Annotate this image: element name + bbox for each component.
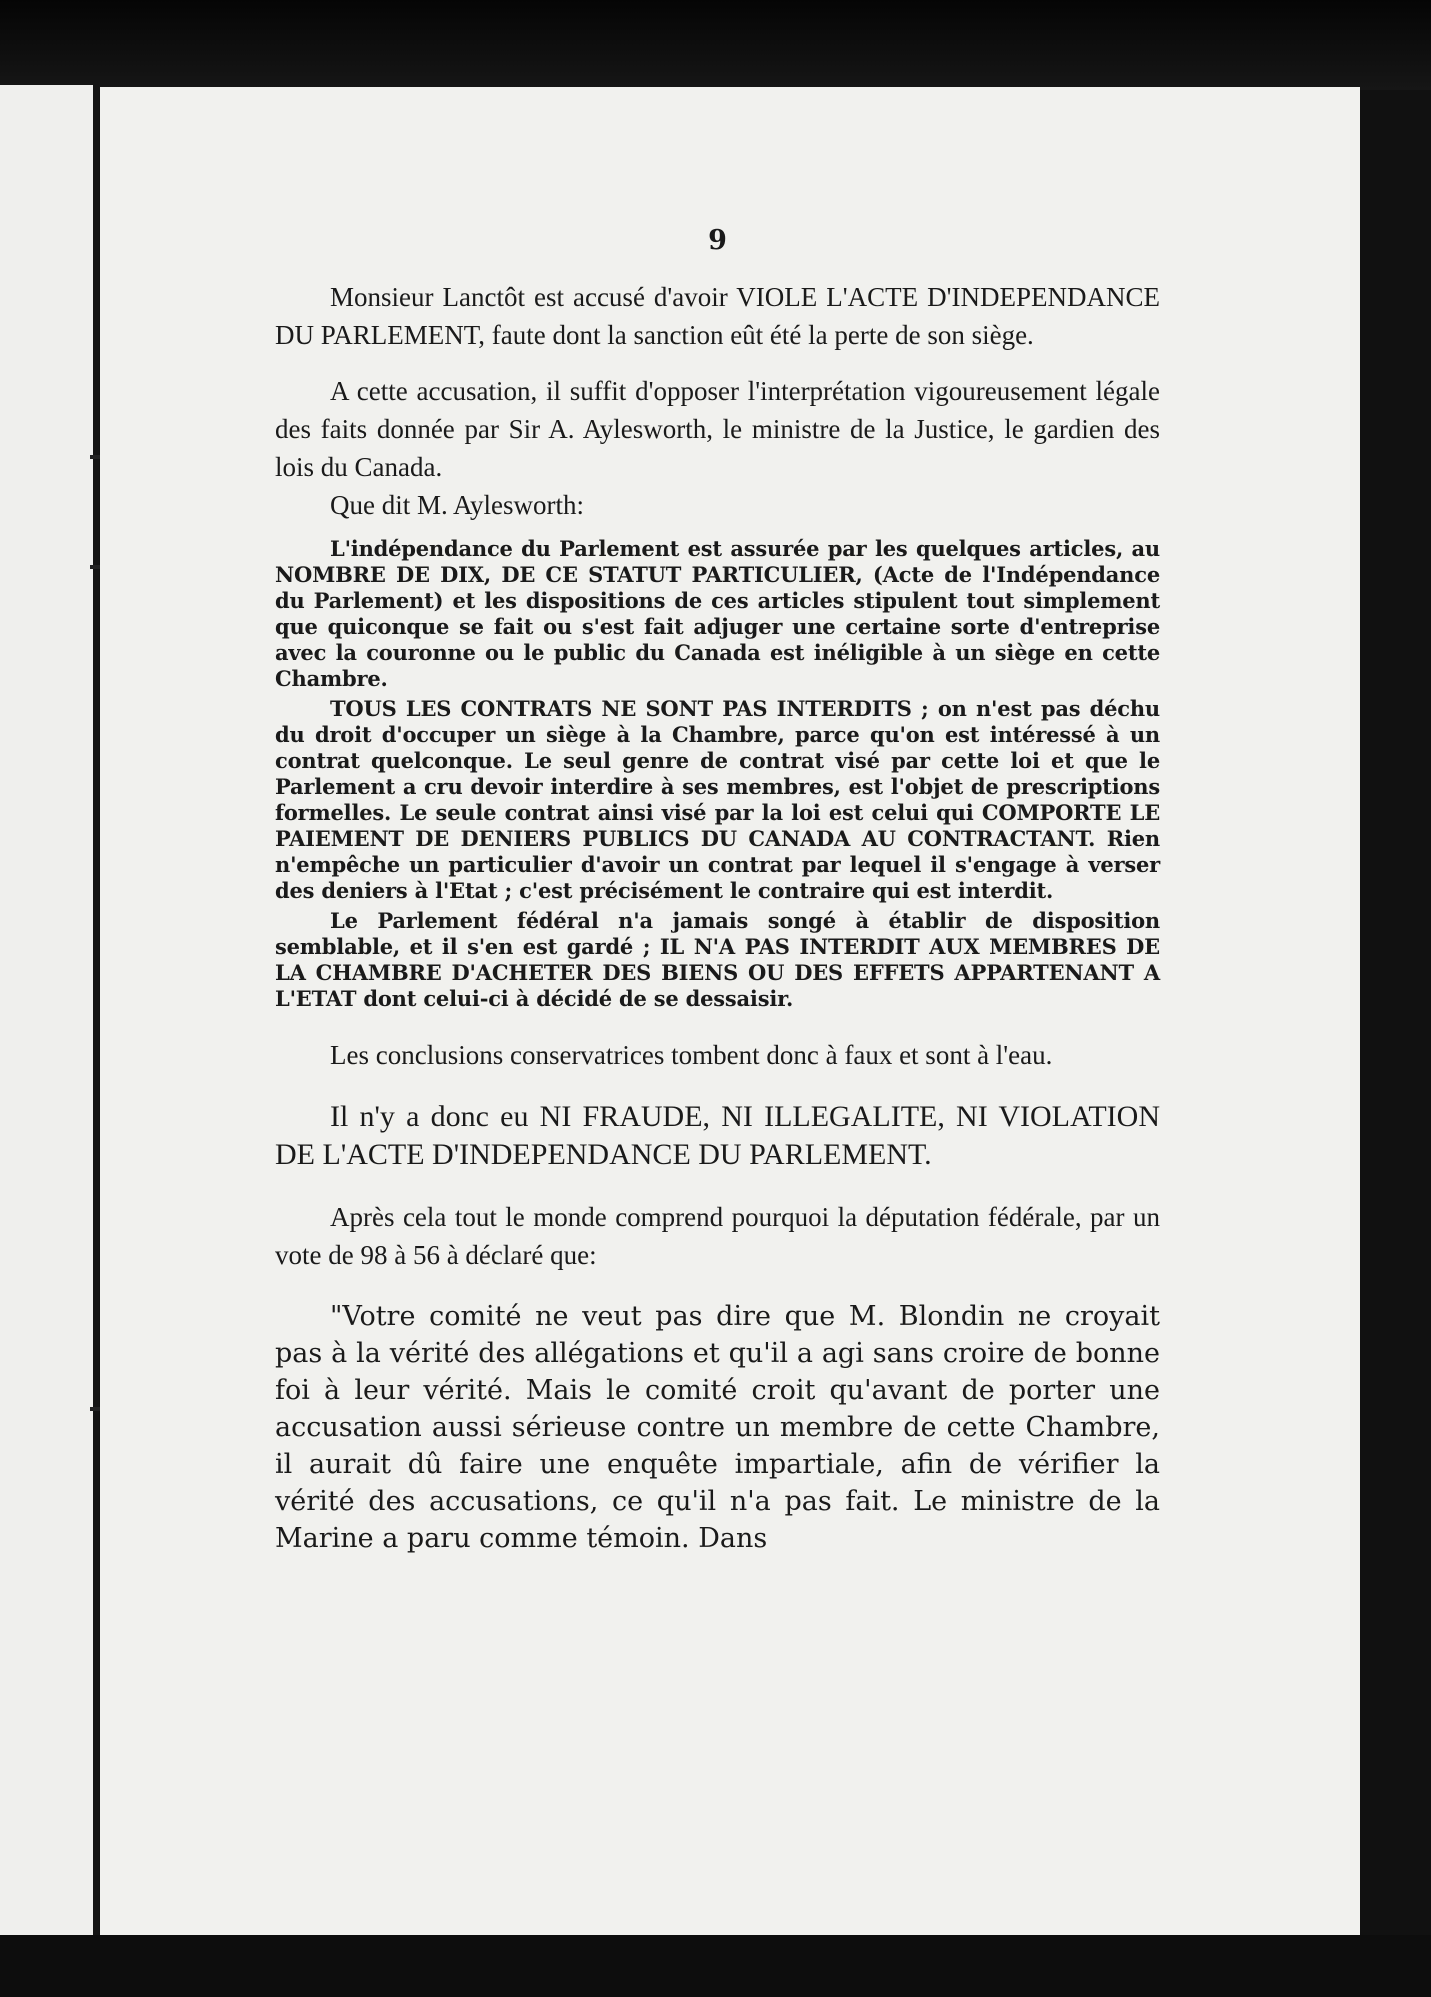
quote-paragraph-parliament: Le Parlement fédéral n'a jamais songé à établir de disposition semblable, et il s'en est gardé ; IL N'A PAS INTERDIT AUX MEMBRES DE LA CHAMBRE D'ACHETER DES BIENS OU DES EFFETS APPARTENANT A L'ETAT dont celui-ci à décidé de se dessaisir. — [275, 908, 1160, 1011]
page-content — [275, 225, 1160, 1557]
quote-paragraph-independence: L'indépendance du Parlement est assurée par les quelques articles, au NOMBRE DE DIX, DE CE STATUT PARTICULIER, (Acte de l'Indépendance du Parlement) et les dispositions de ces articles stipulent tout simplement que quiconque se fait ou s'est fait adjuger une certaine sorte d'entreprise avec la couronne ou le public du Canada est inéligible à un siège en cette Chambre. — [275, 536, 1160, 691]
scan-border-bottom — [0, 1935, 1431, 1997]
scan-border-top — [0, 0, 1431, 90]
paragraph-question: Que dit M. Aylesworth: — [330, 490, 585, 520]
page-number: 9 — [708, 225, 727, 256]
book-spine — [93, 80, 99, 1940]
quote-paragraph-contracts: TOUS LES CONTRATS NE SONT PAS INTERDITS ; on n'est pas déchu du droit d'occuper un siège à la Chambre, parce qu'on est intéressé à un contrat quelconque. Le seul genre de contrat visé par cette loi et que le Parlement a cru devoir interdire à ses membres, est l'objet de prescriptions formelles. Le seule contrat ainsi visé par la loi est celui qui COMPORTE LE PAIEMENT DE DENIERS PUBLICS DU CANADA AU CONTRACTANT. Rien n'empêche un particulier d'avoir un contrat par lequel il s'engage à verser des deniers à l'Etat ; c'est précisément le contraire qui est interdit. — [275, 696, 1160, 903]
paragraph-committee-quote: "Votre comité ne veut pas dire que M. Blondin ne croyait pas à la vérité des allégations et qu'il a agi sans croire de bonne foi à leur vérité. Mais le comité croit qu'avant de porter une accusation aussi sérieuse contre un membre de cette Chambre, il aurait dû faire une enquête impartiale, afin de vérifier la vérité des accusations, ce qu'il n'a pas fait. Le ministre de la Marine a paru comme témoin. Dans — [275, 1301, 1160, 1554]
paragraph-accusation: Monsieur Lanctôt est accusé d'avoir VIOLE L'ACTE D'INDEPENDANCE DU PARLEMENT, faute dont la sanction eût été la perte de son siège. — [275, 282, 1160, 350]
paragraph-conclusions: Les conclusions conservatrices tombent donc à faux et sont à l'eau. — [330, 1040, 1053, 1070]
paragraph-no-fraud: Il n'y a donc eu NI FRAUDE, NI ILLEGALITE, NI VIOLATION DE L'ACTE D'INDEPENDANCE DU PARLEMENT. — [275, 1100, 1160, 1171]
paragraph-interpretation: A cette accusation, il suffit d'opposer l'interprétation vigoureusement légale des faits donnée par Sir A. Aylesworth, le ministre de la Justice, le gardien des lois du Canada. — [275, 376, 1160, 482]
facing-page-edge — [0, 85, 98, 1935]
paragraph-vote: Après cela tout le monde comprend pourquoi la députation fédérale, par un vote de 98 à 56 à déclaré que: — [275, 1202, 1160, 1270]
